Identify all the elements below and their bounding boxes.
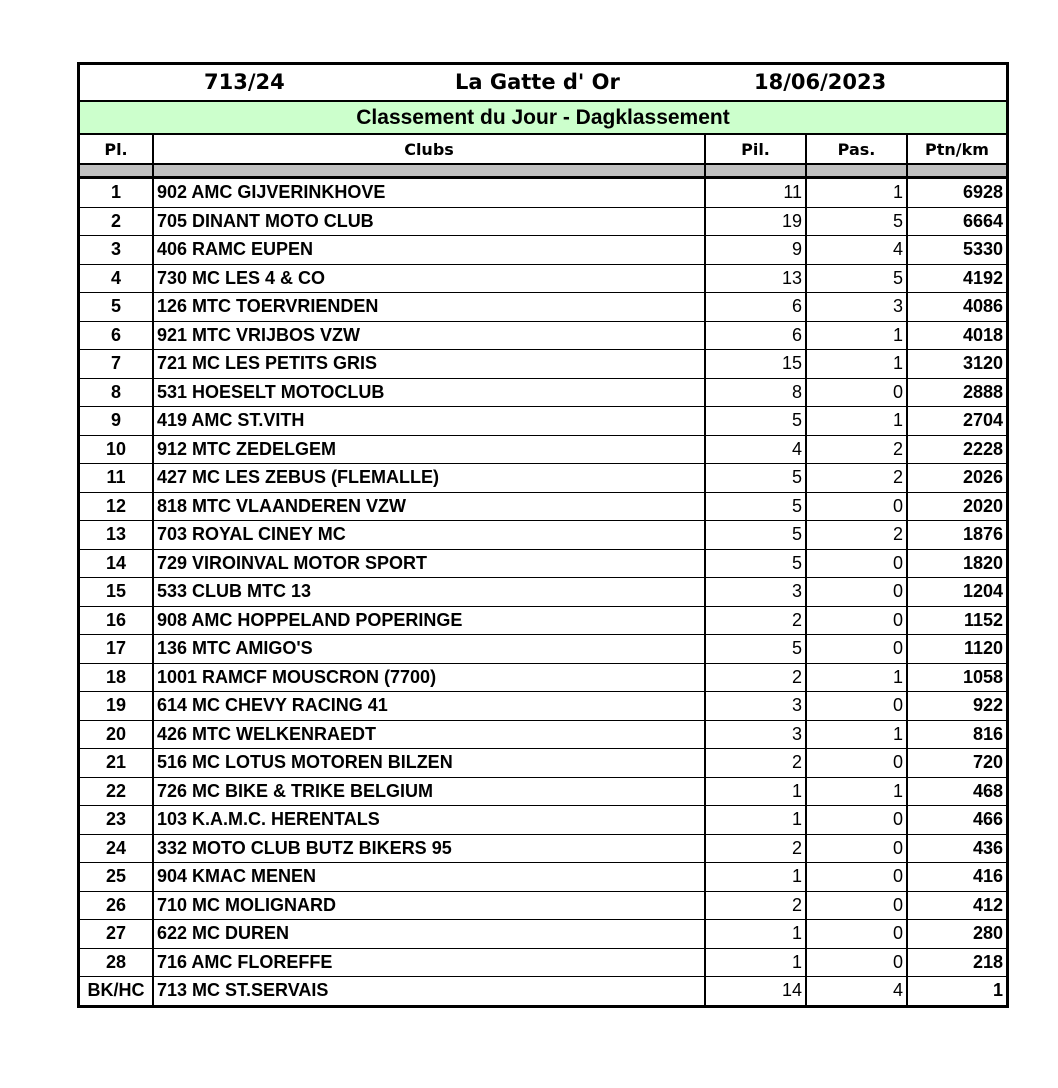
pilots-cell: 3 [705,692,806,721]
place-cell: 16 [80,606,153,635]
club-cell: 729 VIROINVAL MOTOR SPORT [153,549,705,578]
pilots-cell: 5 [705,549,806,578]
passengers-cell: 1 [806,407,907,436]
club-cell: 332 MOTO CLUB BUTZ BIKERS 95 [153,834,705,863]
table-row [80,777,1006,806]
club-cell: 136 MTC AMIGO'S [153,635,705,664]
place-cell: 3 [80,236,153,265]
col-header-place: Pl. [80,135,153,164]
passengers-cell: 5 [806,264,907,293]
place-cell: 7 [80,350,153,379]
passengers-cell: 1 [806,720,907,749]
place-cell: 1 [110,182,121,203]
club-cell: 908 AMC HOPPELAND POPERINGE [153,606,705,635]
club-cell: 419 AMC ST.VITH [153,407,705,436]
place-cell: 20 [80,720,153,749]
points-cell: 2228 [907,435,1006,464]
place-cell: 22 [80,777,153,806]
pilots-cell: 1 [705,777,806,806]
ranking-table [80,135,1006,1005]
place-cell: 28 [80,948,153,977]
club-cell: 516 MC LOTUS MOTOREN BILZEN [153,749,705,778]
points-cell: 436 [907,834,1006,863]
passengers-cell: 0 [806,863,907,892]
club-cell: 531 HOESELT MOTOCLUB [153,378,705,407]
subtitle: Classement du Jour - Dagklassement [80,102,1006,135]
table-row [80,578,1006,607]
pilots-cell: 4 [705,435,806,464]
separator-row [80,164,1006,178]
pilots-cell: 9 [705,236,806,265]
table-row [80,948,1006,977]
club-cell: 904 KMAC MENEN [153,863,705,892]
points-cell: 4086 [907,293,1006,322]
col-header-pilots: Pil. [705,135,806,164]
table-row [80,977,1006,1005]
place-cell: 9 [80,407,153,436]
passengers-cell: 4 [806,977,907,1005]
passengers-cell: 0 [806,635,907,664]
place-cell: 19 [80,692,153,721]
place-cell: 11 [80,464,153,493]
club-cell: 921 MTC VRIJBOS VZW [153,321,705,350]
points-cell: 720 [907,749,1006,778]
table-row [80,321,1006,350]
pilots-cell: 3 [705,720,806,749]
table-row [80,606,1006,635]
club-cell: 426 MTC WELKENRAEDT [153,720,705,749]
passengers-cell: 1 [806,350,907,379]
place-cell: 24 [80,834,153,863]
table-row [80,264,1006,293]
passengers-cell: 0 [806,891,907,920]
col-header-clubs: Clubs [153,135,705,164]
table-row [80,350,1006,379]
passengers-cell: 3 [806,293,907,322]
club-cell: 716 AMC FLOREFFE [153,948,705,977]
points-cell: 1876 [907,521,1006,550]
place-cell: 17 [80,635,153,664]
table-row [80,749,1006,778]
passengers-cell: 0 [806,578,907,607]
place-cell: 27 [80,920,153,949]
table-row [80,920,1006,949]
place-cell: 12 [80,492,153,521]
pilots-cell: 1 [705,948,806,977]
table-row [80,834,1006,863]
passengers-cell: 1 [806,178,907,208]
points-cell: 416 [907,863,1006,892]
table-row [80,464,1006,493]
points-cell: 1820 [907,549,1006,578]
place-cell: 13 [80,521,153,550]
table-row [80,236,1006,265]
place-cell: 5 [80,293,153,322]
table-row [80,549,1006,578]
table-row [80,663,1006,692]
points-cell: 280 [907,920,1006,949]
passengers-cell: 1 [806,663,907,692]
place-cell: 4 [80,264,153,293]
points-cell: 1152 [907,606,1006,635]
table-row [80,207,1006,236]
pilots-cell: 6 [705,293,806,322]
club-cell: 713 MC ST.SERVAIS [153,977,705,1005]
table-row [80,435,1006,464]
points-cell: 1 [907,977,1006,1005]
passengers-cell: 0 [806,834,907,863]
table-row [80,378,1006,407]
title-row [80,65,1006,102]
passengers-cell: 5 [806,207,907,236]
pilots-cell: 8 [705,378,806,407]
club-cell: 703 ROYAL CINEY MC [153,521,705,550]
club-cell: 533 CLUB MTC 13 [153,578,705,607]
club-cell: 730 MC LES 4 & CO [153,264,705,293]
passengers-cell: 0 [806,378,907,407]
col-header-points: Ptn/km [907,135,1006,164]
points-cell: 4018 [907,321,1006,350]
table-row [80,891,1006,920]
club-cell: 726 MC BIKE & TRIKE BELGIUM [153,777,705,806]
table-row [80,692,1006,721]
points-cell: 1120 [907,635,1006,664]
table-row [80,863,1006,892]
points-cell: 5330 [907,236,1006,265]
pilots-cell: 19 [705,207,806,236]
club-cell: 710 MC MOLIGNARD [153,891,705,920]
passengers-cell: 0 [806,692,907,721]
pilots-cell: 2 [705,663,806,692]
passengers-cell: 1 [806,321,907,350]
pilots-cell: 2 [705,606,806,635]
passengers-cell: 0 [806,749,907,778]
pilots-cell: 1 [705,920,806,949]
points-cell: 6928 [907,178,1006,208]
club-cell: 622 MC DUREN [153,920,705,949]
points-cell: 2026 [907,464,1006,493]
club-cell: 103 K.A.M.C. HERENTALS [153,806,705,835]
points-cell: 2704 [907,407,1006,436]
passengers-cell: 0 [806,806,907,835]
passengers-cell: 4 [806,236,907,265]
club-cell: 406 RAMC EUPEN [153,236,705,265]
passengers-cell: 0 [806,948,907,977]
table-row [80,521,1006,550]
race-date: 18/06/2023 [754,70,887,94]
passengers-cell: 2 [806,521,907,550]
passengers-cell: 1 [806,777,907,806]
place-cell: 8 [80,378,153,407]
place-cell: 2 [80,207,153,236]
points-cell: 2020 [907,492,1006,521]
place-cell: 6 [80,321,153,350]
points-cell: 816 [907,720,1006,749]
pilots-cell: 6 [705,321,806,350]
pilots-cell: 5 [705,492,806,521]
pilots-cell: 1 [705,806,806,835]
place-cell: 18 [80,663,153,692]
table-row [80,293,1006,322]
pilots-cell: 5 [705,635,806,664]
pilots-cell: 5 [705,407,806,436]
col-header-passengers: Pas. [806,135,907,164]
passengers-cell: 2 [806,435,907,464]
pilots-cell: 3 [705,578,806,607]
club-cell: 1001 RAMCF MOUSCRON (7700) [153,663,705,692]
passengers-cell: 0 [806,492,907,521]
club-cell: 705 DINANT MOTO CLUB [153,207,705,236]
pilots-cell: 2 [705,891,806,920]
club-cell: 614 MC CHEVY RACING 41 [153,692,705,721]
race-name: La Gatte d' Or [455,70,620,94]
points-cell: 1058 [907,663,1006,692]
place-cell: 15 [80,578,153,607]
passengers-cell: 0 [806,549,907,578]
club-cell: 721 MC LES PETITS GRIS [153,350,705,379]
pilots-cell: 1 [705,863,806,892]
table-row [80,635,1006,664]
table-row [80,178,1006,208]
place-cell: 10 [80,435,153,464]
points-cell: 3120 [907,350,1006,379]
table-row [80,720,1006,749]
points-cell: 6664 [907,207,1006,236]
ranking-sheet [77,62,1009,1008]
points-cell: 922 [907,692,1006,721]
pilots-cell: 13 [705,264,806,293]
club-cell: 902 AMC GIJVERINKHOVE [153,178,705,208]
place-cell: 21 [80,749,153,778]
passengers-cell: 2 [806,464,907,493]
club-cell: 818 MTC VLAANDEREN VZW [153,492,705,521]
pilots-cell: 2 [705,749,806,778]
points-cell: 466 [907,806,1006,835]
place-cell: BK/HC [80,977,153,1005]
pilots-cell: 2 [705,834,806,863]
table-row [80,806,1006,835]
pilots-cell: 5 [705,521,806,550]
place-cell: 14 [80,549,153,578]
table-row [80,407,1006,436]
pilots-cell: 14 [705,977,806,1005]
race-number: 713/24 [204,70,285,94]
club-cell: 912 MTC ZEDELGEM [153,435,705,464]
points-cell: 2888 [907,378,1006,407]
points-cell: 218 [907,948,1006,977]
table-row [80,492,1006,521]
pilots-cell: 15 [705,350,806,379]
pilots-cell: 5 [705,464,806,493]
points-cell: 412 [907,891,1006,920]
place-cell: 25 [80,863,153,892]
passengers-cell: 0 [806,920,907,949]
passengers-cell: 0 [806,606,907,635]
points-cell: 4192 [907,264,1006,293]
place-cell: 23 [80,806,153,835]
points-cell: 1204 [907,578,1006,607]
club-cell: 126 MTC TOERVRIENDEN [153,293,705,322]
header-row [80,135,1006,164]
pilots-cell: 11 [705,178,806,208]
place-cell: 26 [80,891,153,920]
points-cell: 468 [907,777,1006,806]
club-cell: 427 MC LES ZEBUS (FLEMALLE) [153,464,705,493]
